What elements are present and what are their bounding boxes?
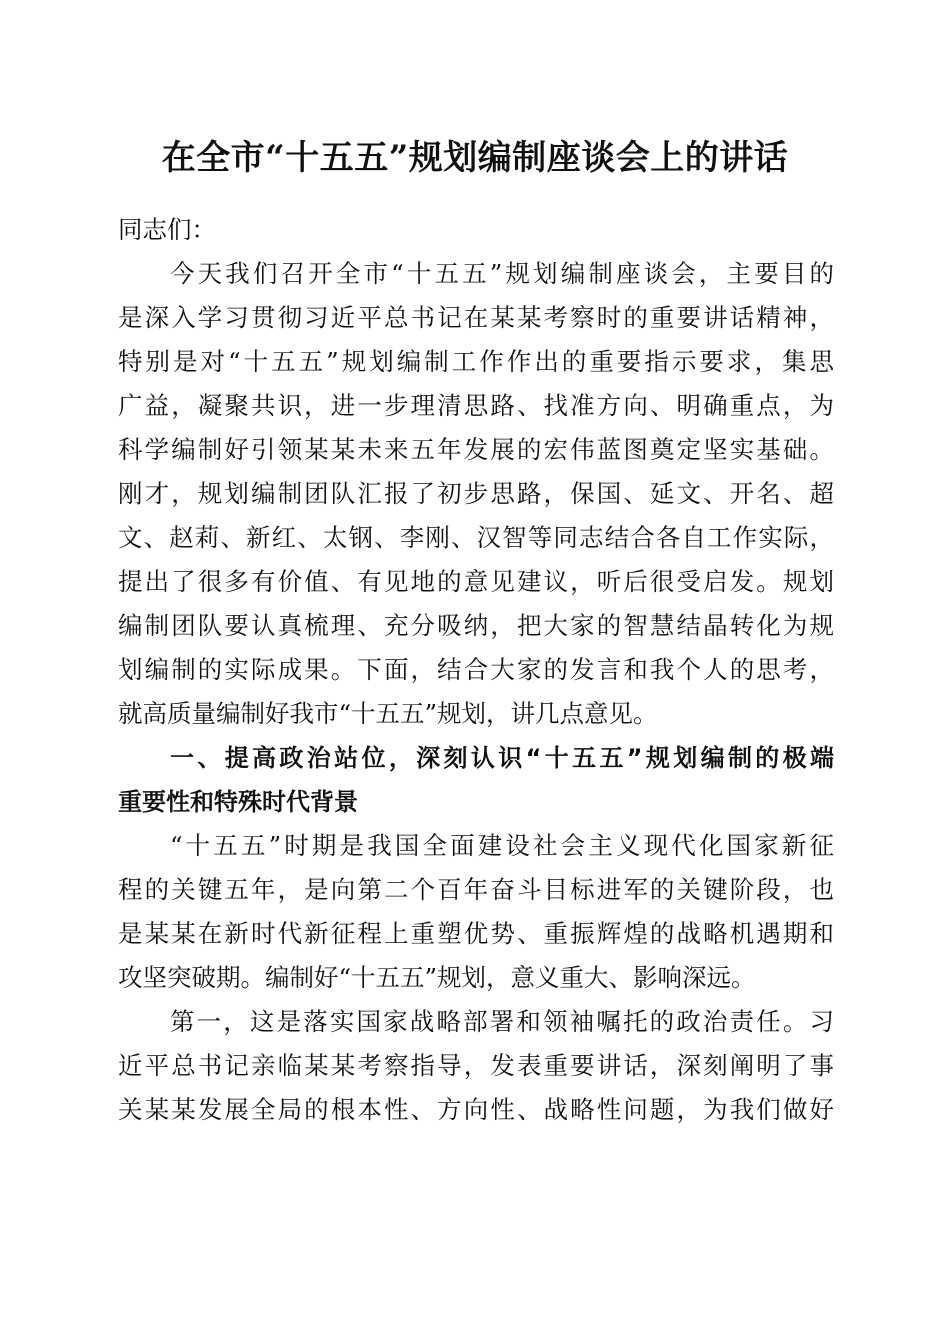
section-heading-line: 一、提高政治站位，深刻认识“十五五”规划编制的极端 (170, 744, 834, 772)
document-body (118, 208, 834, 1132)
paragraph-line: 刚才，规划编制团队汇报了初步思路，保国、延文、开名、超 (118, 479, 834, 508)
paragraph-line: 是某某在新时代新征程上重塑优势、重振辉煌的战略机遇期和 (118, 919, 834, 948)
paragraph-line: 近平总书记亲临某某考察指导，发表重要讲话，深刻阐明了事 (118, 1051, 834, 1080)
paragraph-line: 提出了很多有价值、有见地的意见建议，听后很受启发。规划 (118, 567, 834, 596)
paragraph-line: 程的关键五年，是向第二个百年奋斗目标进军的关键阶段，也 (118, 875, 834, 904)
paragraph-line: 编制团队要认真梳理、充分吸纳，把大家的智慧结晶转化为规 (118, 611, 834, 640)
paragraph-line: 第一，这是落实国家战略部署和领袖嘱托的政治责任。习 (170, 1007, 834, 1036)
section-heading-line: 重要性和特殊时代背景 (118, 788, 358, 816)
paragraph-line: 文、赵莉、新红、太钢、李刚、汉智等同志结合各自工作实际， (118, 523, 834, 552)
document-title: 在全市“十五五”规划编制座谈会上的讲话 (161, 138, 789, 178)
salutation-line: 同志们： (118, 215, 216, 244)
paragraph-line: 就高质量编制好我市“十五五”规划，讲几点意见。 (118, 699, 658, 728)
paragraph-line: 关某某发展全局的根本性、方向性、战略性问题，为我们做好 (118, 1095, 834, 1124)
paragraph-line: 是深入学习贯彻习近平总书记在某某考察时的重要讲话精神， (118, 303, 834, 332)
paragraph-line: 科学编制好引领某某未来五年发展的宏伟蓝图奠定坚实基础。 (118, 435, 834, 464)
paragraph-line: “十五五”时期是我国全面建设社会主义现代化国家新征 (170, 831, 834, 860)
paragraph-line: 攻坚突破期。编制好“十五五”规划，意义重大、影响深远。 (118, 963, 756, 992)
paragraph-line: 今天我们召开全市“十五五”规划编制座谈会，主要目的 (170, 259, 834, 288)
paragraph-line: 划编制的实际成果。下面，结合大家的发言和我个人的思考， (118, 655, 834, 684)
paragraph-line: 特别是对“十五五”规划编制工作作出的重要指示要求，集思 (118, 347, 834, 376)
paragraph-line: 广益，凝聚共识，进一步理清思路、找准方向、明确重点，为 (118, 391, 834, 420)
